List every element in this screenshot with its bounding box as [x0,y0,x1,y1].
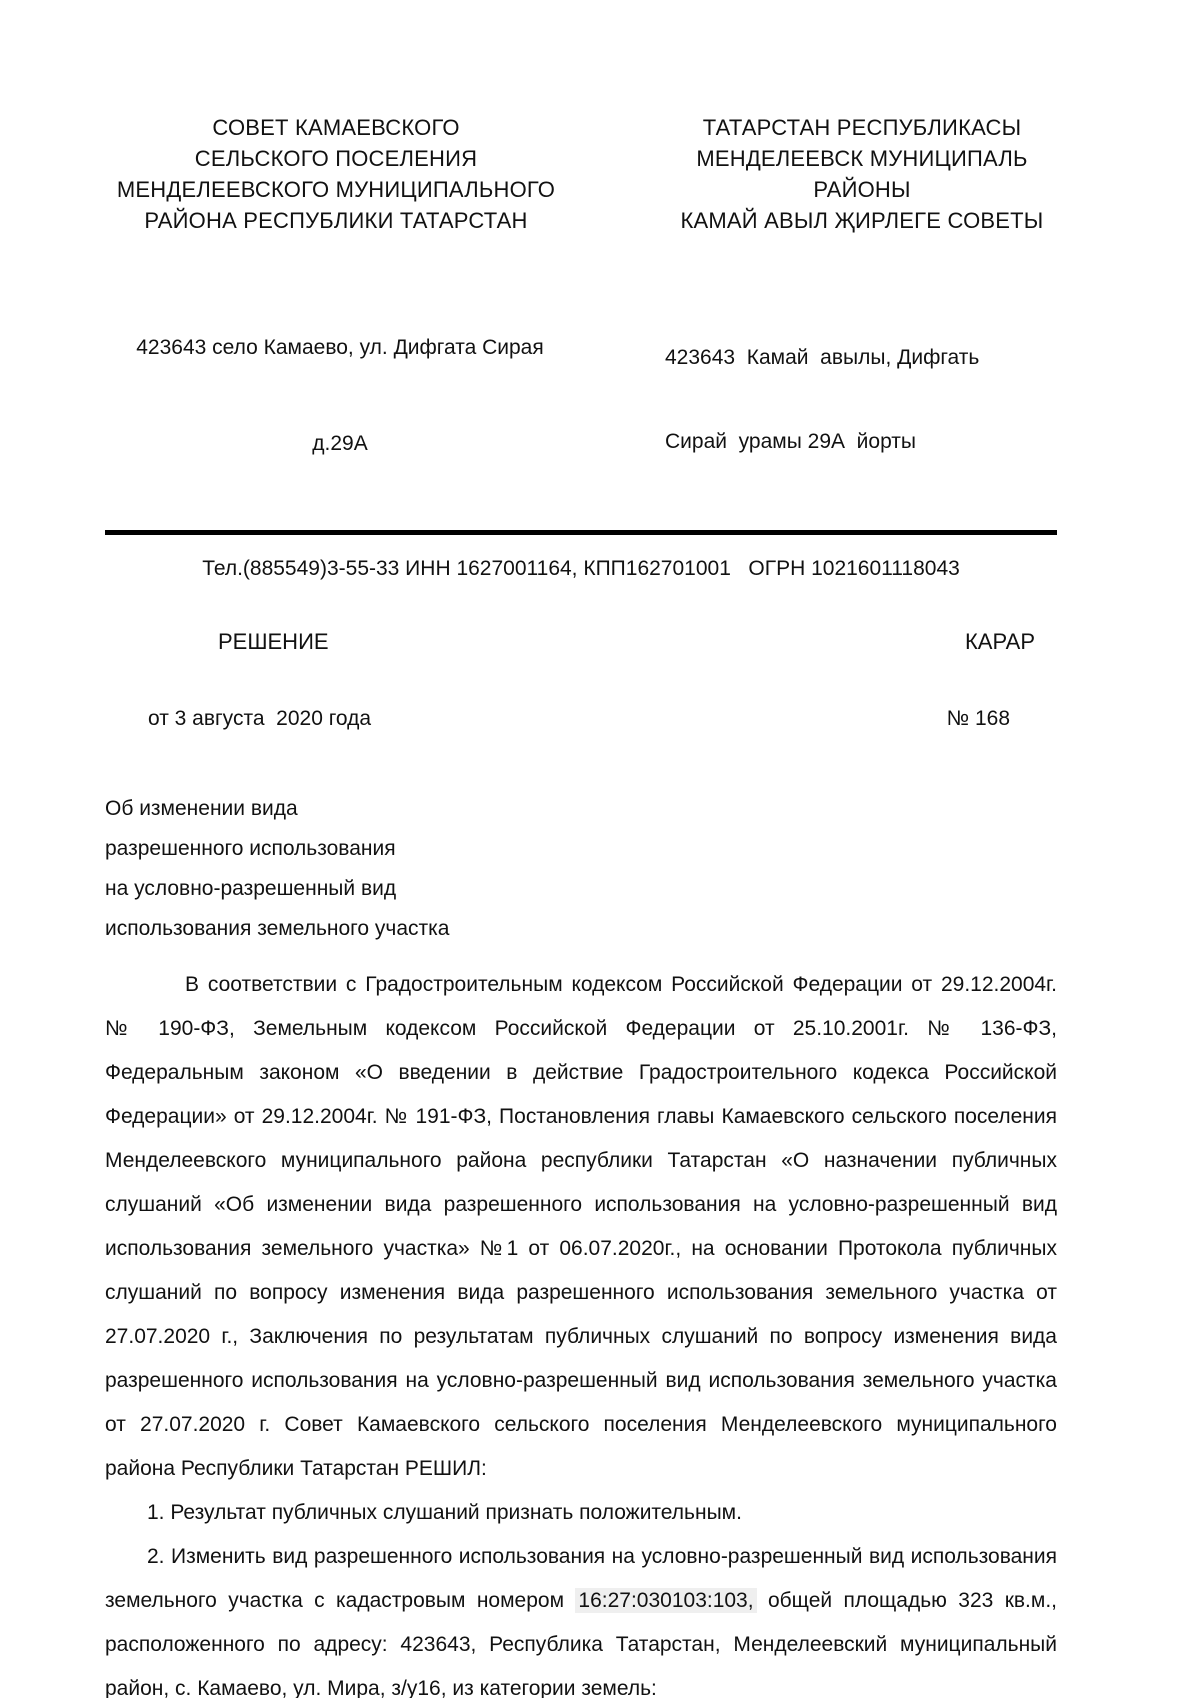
decision-item-2-text: общей площадью 323 кв.м., расположенного по адресу: 423643, Республика Татарстан, Менделеевский муниципальный район, с. Камаево, ул. Мира, з/у16, из категории земель: [105,1589,1057,1698]
doc-number: № 168 [946,707,1010,730]
address-tatar [665,288,1057,524]
org-name-tatar [667,112,1057,236]
subject-block [105,789,1057,949]
org-name-russian [105,112,567,236]
document-body [105,963,1057,1698]
decision-item-2 [105,1535,1057,1698]
cadastral-number: 16:27:030103:103, [575,1588,756,1613]
address-tatar-line: 423643 Камай авылы, Дифгать [665,346,980,369]
address-russian-line: д.29А [312,432,368,455]
decision-item-1: 1. Результат публичных слушаний признать положительным. [147,1501,742,1524]
address-russian-line: 423643 село Камаево, ул. Дифгата Сирая [136,336,544,359]
subject-line: на условно-разрешенный вид [105,877,397,900]
doc-type-tatar: КАРАР [964,629,1035,654]
address-russian [105,268,575,524]
preamble-paragraph: В соответствии с Градостроительным кодексом Российской Федерации от 29.12.2004г. № 190-ФЗ, Земельным кодексом Российской Федерации от 25.10.2001г. № 136-ФЗ, Федеральным законом «О введении в действие Градостроительного кодекса Российской Федерации» от 29.12.2004г. № 191-ФЗ, Постановления главы Камаевского сельского поселения Менделеевского муниципального района республики Татарстан «О назначении публичных слушаний «Об изменении вида разрешенного использования на условно-разрешенный вид использования земельного участка» №1 от 06.07.2020г., на основании Протокола публичных слушаний по вопросу изменения вида разрешенного использования земельного участка от 27.07.2020 г., Заключения по результатам публичных слушаний по вопросу изменения вида разрешенного использования на условно-разрешенный вид использования земельного участка от 27.07.2020 г. Совет Камаевского сельского поселения Менделеевского муниципального района Республики Татарстан РЕШИЛ: [105,973,1057,1480]
org-name-russian-line: СОВЕТ КАМАЕВСКОГО [212,115,460,140]
subject-line: Об изменении вида [105,797,298,820]
address-row [105,268,1057,524]
subject-line: разрешенного использования [105,837,396,860]
org-name-russian-line: СЕЛЬСКОГО ПОСЕЛЕНИЯ [194,146,478,171]
doc-type-russian: РЕШЕНИЕ [218,629,329,654]
subject-line: использования земельного участка [105,917,450,940]
date-number-row [105,707,1057,731]
org-name-russian-line: МЕНДЕЛЕЕВСКОГО МУНИЦИПАЛЬНОГО [116,177,556,202]
decision-item-2-text: 2. Изменить вид разрешенного использования на условно-разрешенный вид использования земельного участка с кадастровым номером [105,1545,1057,1612]
doc-date: от 3 августа 2020 года [148,707,372,730]
letterhead [105,112,1057,236]
org-name-russian-line: РАЙОНА РЕСПУБЛИКИ ТАТАРСТАН [144,208,528,233]
address-tatar-line: Сирай урамы 29А йорты [665,430,917,453]
org-name-tatar-line: МЕНДЕЛЕЕВСК МУНИЦИПАЛЬ [696,146,1028,171]
doc-type-row [105,629,1057,655]
org-name-tatar-line: ТАТАРСТАН РЕСПУБЛИКАСЫ [702,115,1022,140]
org-name-tatar-line: РАЙОНЫ [813,177,911,202]
org-name-tatar-line: КАМАЙ АВЫЛ ҖИРЛЕГЕ СОВЕТЫ [680,208,1044,233]
contact-line: Тел.(885549)3-55-33 ИНН 1627001164, КПП162701001 ОГРН 1021601118043 [202,557,960,580]
divider-line [105,530,1057,535]
